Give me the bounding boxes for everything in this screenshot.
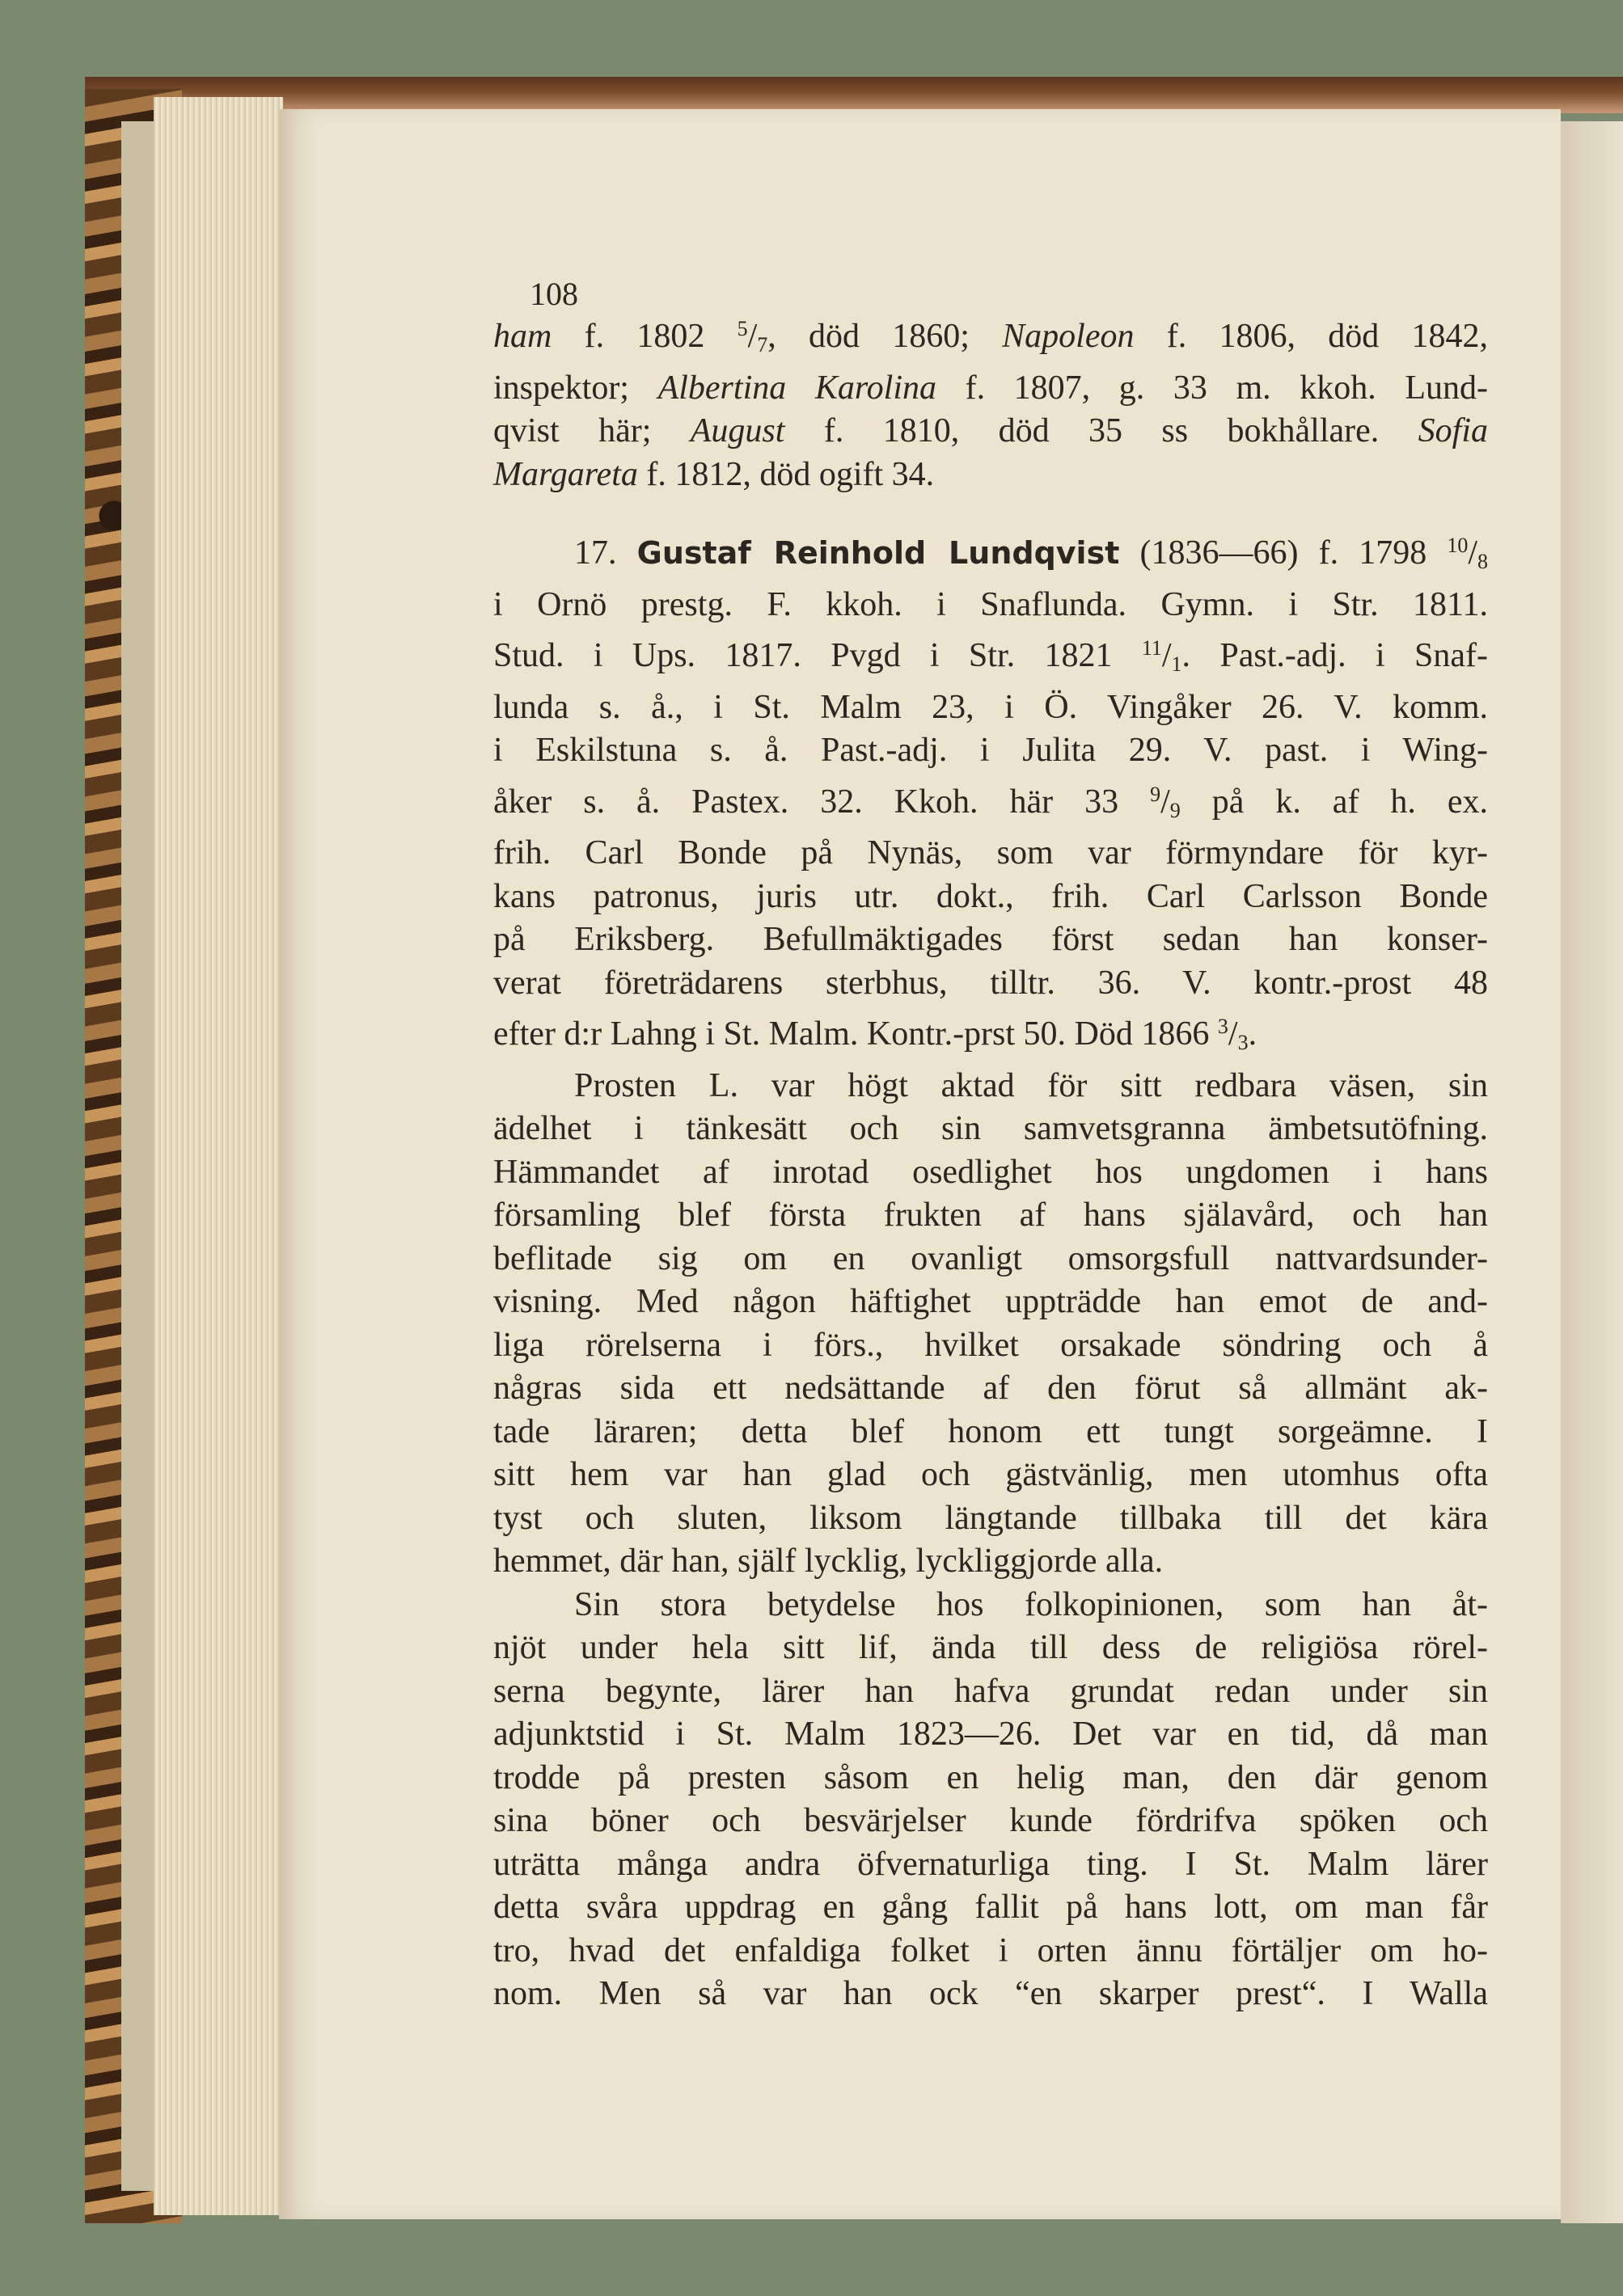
fraction-part: 9 — [1150, 782, 1161, 806]
text-run: / — [1228, 1015, 1238, 1053]
italic-name: Sofia — [1418, 412, 1488, 449]
fraction-part: 1 — [1171, 652, 1182, 676]
text-run: f. 1802 — [552, 318, 738, 355]
text-run: f. 1807, g. 33 m. kkoh. Lund- — [936, 369, 1488, 407]
text-line: nom. Men så var han ock “en skarper prest“. I Walla — [493, 1975, 1488, 2012]
text-run: inspektor; — [493, 369, 658, 407]
text-line: visning. Med någon häftighet uppträdde han emot de and- — [493, 1283, 1488, 1320]
italic-name: ham — [493, 318, 552, 355]
text-run: f. 1806, död 1842, — [1134, 318, 1488, 355]
paragraph-2 — [493, 1065, 1488, 1584]
entry-name: Gustaf Reinhold Lundqvist — [636, 535, 1120, 571]
text-line: Hämmandet af inrotad osedlighet hos ungdomen i hans — [493, 1153, 1488, 1191]
text-line: tyst och sluten, liksom längtande tillbaka till det kära — [493, 1499, 1488, 1537]
text-line: frih. Carl Bonde på Nynäs, som var förmyndare för kyr- — [493, 834, 1488, 872]
text-line: församling blef första frukten af hans själavård, och han — [493, 1197, 1488, 1234]
entry-dates — [1119, 534, 1488, 572]
facing-page-edge — [1561, 121, 1623, 2223]
text-line: Sin stora betydelse hos folkopinionen, som han åt- — [574, 1585, 1488, 1623]
italic-name: Albertina Karolina — [657, 369, 936, 407]
page-number: 108 — [530, 276, 578, 312]
italic-name: Napoleon — [1002, 318, 1135, 355]
text-line: i Ornö prestg. F. kkoh. i Snaflunda. Gymn. i Str. 1811. — [493, 585, 1488, 623]
text-line: lunda s. å., i St. Malm 23, i Ö. Vingåker 26. V. komm. — [493, 688, 1488, 726]
fraction-part: 5 — [737, 317, 748, 340]
page-text — [493, 267, 1488, 2016]
text-line: verat företrädarens sterbhus, tilltr. 36. V. kontr.-prost 48 — [493, 964, 1488, 1002]
text-line — [493, 1005, 1488, 1065]
text-line: njöt under hela sitt lif, ända till dess de religiösa rörel- — [493, 1629, 1488, 1666]
book-spine-edge — [85, 77, 1623, 113]
text-line: kans patronus, juris utr. dokt., frih. Carl Carlsson Bonde — [493, 877, 1488, 915]
text-line — [493, 773, 1488, 833]
text-run: qvist här; — [493, 412, 691, 449]
text-run: efter d:r Lahng i St. Malm. Kontr.-prst 50. Död 1866 — [493, 1015, 1218, 1053]
text-run: åker s. å. Pastex. 32. Kkoh. här 33 — [493, 783, 1151, 821]
text-line: adjunktstid i St. Malm 1823—26. Det var en tid, då man — [493, 1716, 1488, 1753]
text-line: serna begynte, lärer han hafva grundat redan under sin — [493, 1672, 1488, 1710]
text-line: tro, hvad det enfaldiga folket i orten ännu förtäljer om ho- — [493, 1931, 1488, 1969]
text-run: på k. af h. ex. — [1180, 783, 1488, 821]
entry-heading-line — [493, 524, 1488, 584]
fraction-part: 3 — [1217, 1015, 1228, 1038]
biography-entry — [493, 524, 1488, 1065]
text-run: Stud. i Ups. 1817. Pvgd i Str. 1821 — [493, 637, 1142, 674]
text-run: / — [1160, 783, 1170, 821]
text-line: Prosten L. var högt aktad för sitt redbara väsen, sin — [574, 1066, 1488, 1104]
text-line: sina böner och besvärjelser kunde fördrifva spöken och — [493, 1802, 1488, 1839]
italic-name: Margareta — [493, 455, 638, 493]
paragraph-3 — [493, 1584, 1488, 2016]
text-line — [493, 307, 1488, 367]
text-run: f. 1812, död ogift 34. — [637, 455, 935, 493]
text-line: beflitade sig om en ovanligt omsorgsfull nattvardsunder- — [493, 1239, 1488, 1277]
text-run: , död 1860; — [767, 318, 1003, 355]
text-line: uträtta många andra öfvernaturliga ting. I St. Malm lärer — [493, 1845, 1488, 1883]
text-line: liga rörelserna i förs., hvilket orsakade söndring och å — [493, 1326, 1488, 1364]
text-line: detta svåra uppdrag en gång fallit på hans lott, om man får — [493, 1889, 1488, 1926]
text-line: på Eriksberg. Befullmäktigades först sedan han konser- — [493, 921, 1488, 958]
fraction-part: 8 — [1477, 550, 1488, 573]
text-line — [493, 627, 1488, 686]
text-line: i Eskilstuna s. å. Past.-adj. i Julita 29. V. past. i Wing- — [493, 732, 1488, 769]
text-run: / — [1468, 534, 1477, 572]
text-run: / — [747, 318, 758, 355]
endpaper-strip — [121, 121, 154, 2191]
fraction-part: 3 — [1237, 1031, 1249, 1054]
fraction-part: 10 — [1447, 534, 1469, 557]
text-line: trodde på presten såsom en helig man, den där genom — [493, 1758, 1488, 1796]
fraction-part: 7 — [757, 333, 768, 357]
text-line: ädelhet i tänkesätt och sin samvetsgranna ämbetsutöfning. — [493, 1110, 1488, 1147]
text-line — [493, 454, 1488, 497]
italic-name: August — [690, 412, 785, 449]
text-line — [493, 367, 1488, 411]
text-run: / — [1161, 637, 1172, 674]
stacked-page-edges — [154, 97, 283, 2215]
entry-number: 17. — [574, 534, 617, 572]
text-run: (1836—66) f. 1798 — [1119, 534, 1448, 572]
text-line: sitt hem var han glad och gästvänlig, men utomhus ofta — [493, 1456, 1488, 1493]
text-line: tade läraren; detta blef honom ett tungt sorgeämne. I — [493, 1412, 1488, 1450]
paragraph-intro — [493, 307, 1488, 496]
text-run: . Past.-adj. i Snaf- — [1181, 637, 1488, 674]
fraction-part: 9 — [1169, 798, 1181, 822]
text-run: f. 1810, död 35 ss bokhållare. — [784, 412, 1418, 449]
text-line: hemmet, där han, själf lycklig, lyckliggjorde alla. — [493, 1543, 1164, 1580]
text-line — [493, 410, 1488, 454]
text-line: någras sida ett nedsättande af den förut så allmänt ak- — [493, 1370, 1488, 1407]
fraction-part: 11 — [1141, 636, 1162, 660]
text-run: . — [1248, 1015, 1257, 1053]
